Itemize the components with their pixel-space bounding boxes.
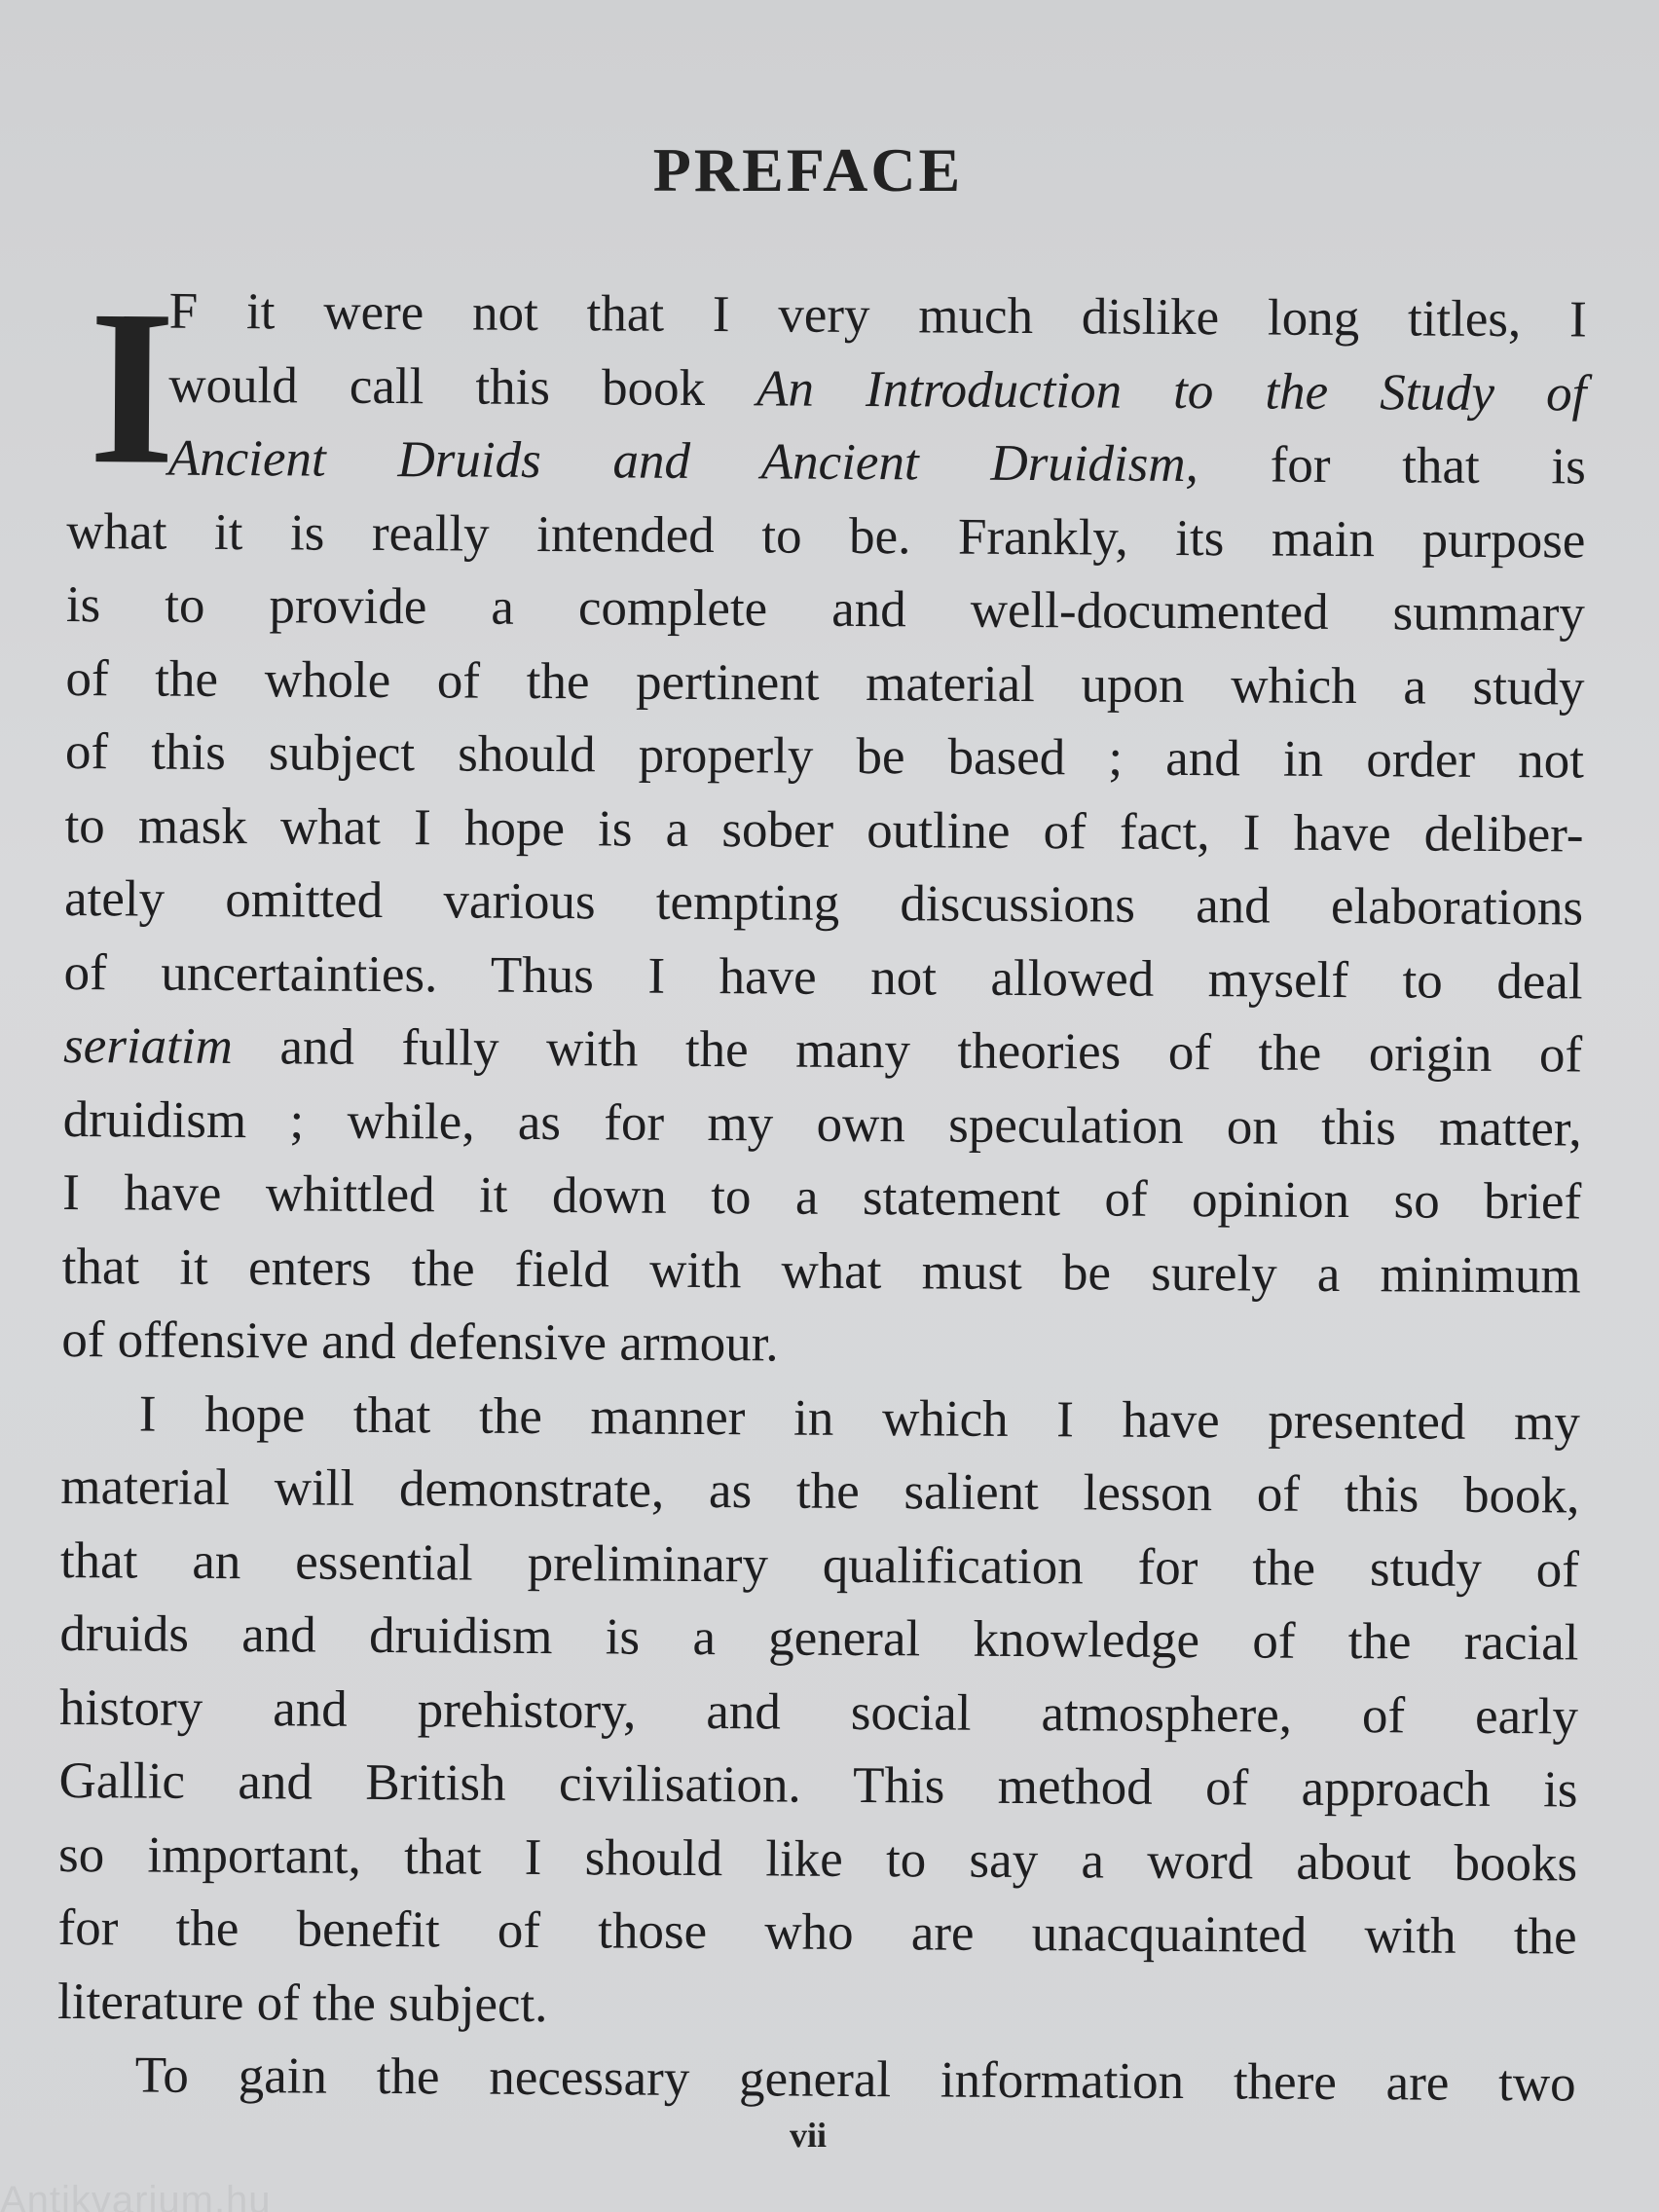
- text-line: druidism ; while, as for my own speculation on this matter,: [62, 1090, 1582, 1158]
- text-line: Gallic and British civilisation. This method of approach is: [58, 1751, 1578, 1819]
- italic-title: Ancient Druids and Ancient Druidism,: [167, 429, 1199, 494]
- text-line: for the benefit of those who are unacquainted with the: [57, 1899, 1577, 1966]
- watermark: Antikvarium.hu: [0, 2179, 272, 2212]
- text-line: of this subject should properly be based ; and in order not: [64, 722, 1585, 790]
- italic-word: seriatim: [62, 1016, 234, 1076]
- italic-title: An Introduction to the Study of: [756, 359, 1587, 423]
- text-line: so important, that I should like to say a word about books: [57, 1825, 1578, 1892]
- text-line: I have whittled it down to a statement of opinion so brief: [62, 1163, 1582, 1231]
- text-line: I hope that the manner in which I have presented my: [138, 1384, 1581, 1452]
- text-line: that an essential preliminary qualification for the study of: [59, 1531, 1580, 1599]
- text-line: of offensive and defensive armour.: [61, 1310, 779, 1373]
- page-number: vii: [789, 2116, 827, 2155]
- text-line: what it is really intended to be. Frankly, its main purpose: [66, 502, 1586, 570]
- text-line: would call this book An Introduction to the Study of: [168, 356, 1587, 423]
- text-line: history and prehistory, and social atmosphere, of early: [58, 1678, 1579, 1746]
- text-line: seriatim and fully with the many theories of the origin of: [62, 1016, 1583, 1084]
- text-line: To gain the necessary general information there are two: [134, 2046, 1576, 2113]
- text-line: F it were not that I very much dislike long titles, I: [168, 282, 1587, 349]
- text-line: is to provide a complete and well-documented summary: [65, 575, 1586, 643]
- page-title: PREFACE: [652, 135, 964, 204]
- text-line: druids and druidism is a general knowledge of the racial: [59, 1604, 1579, 1672]
- body-text: [56, 265, 1587, 2121]
- text-line: of uncertainties. Thus I have not allowed myself to deal: [63, 943, 1583, 1011]
- text-line: to mask what I hope is a sober outline of fact, I have deliber-: [64, 796, 1584, 864]
- text-line: that it enters the field with what must be surely a minimum: [61, 1237, 1581, 1305]
- text-line: literature of the subject.: [56, 1972, 548, 2033]
- text-line: material will demonstrate, as the salient lesson of this book,: [60, 1457, 1580, 1525]
- text-line: ately omitted various tempting discussions and elaborations: [63, 869, 1584, 937]
- paragraph-1-opening: [67, 265, 1587, 511]
- text-line: of the whole of the pertinent material upon which a study: [65, 649, 1585, 717]
- text-line: Ancient Druids and Ancient Druidism, for that is: [167, 429, 1587, 496]
- drop-cap: I: [88, 265, 176, 511]
